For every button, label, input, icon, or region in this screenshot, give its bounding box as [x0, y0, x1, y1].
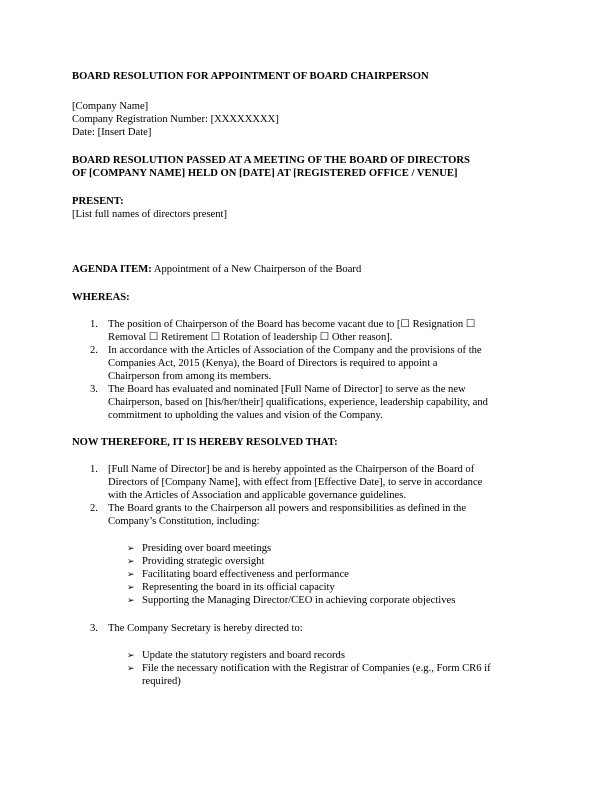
bullet-item [72, 568, 542, 581]
item-line: Chairperson from among its members. [108, 371, 272, 382]
agenda-label: AGENDA ITEM: [72, 264, 152, 275]
present-section [72, 195, 542, 221]
item-line: Removal ☐ Retirement ☐ Rotation of leadership ☐ Other reason]. [108, 332, 393, 343]
resolution-date: Date: [Insert Date] [72, 127, 152, 138]
arrow-bullet-icon: ➢ [127, 556, 135, 566]
bullet-line: required) [142, 676, 181, 687]
company-details [72, 100, 542, 139]
bullet-item [72, 649, 542, 662]
bullet-text: Facilitating board effectiveness and performance [142, 569, 349, 580]
bullet-item [72, 594, 542, 607]
item-number: 2. [90, 503, 98, 514]
company-reg-number: Company Registration Number: [XXXXXXXX] [72, 114, 279, 125]
arrow-bullet-icon: ➢ [127, 663, 135, 673]
bullet-text: Supporting the Managing Director/CEO in achieving corporate objectives [142, 595, 456, 606]
item-number: 1. [90, 464, 98, 475]
item-line: The position of Chairperson of the Board has become vacant due to [☐ Resignation ☐ [108, 319, 476, 330]
resolved-item-3-list [72, 622, 542, 635]
bullet-line: Update the statutory registers and board records [142, 650, 345, 661]
item-line: with the Articles of Association and applicable governance guidelines. [108, 490, 407, 501]
item-line: Chairperson, based on [his/her/their] qualifications, experience, leadership capability, and [108, 397, 488, 408]
item-line: The Board grants to the Chairperson all powers and responsibilities as defined in the [108, 503, 467, 514]
resolved-item [72, 502, 542, 528]
present-label: PRESENT: [72, 196, 124, 207]
bullet-item [72, 581, 542, 594]
whereas-label: WHEREAS: [72, 292, 130, 303]
meeting-heading-line-2: OF [COMPANY NAME] HELD ON [DATE] AT [REGISTERED OFFICE / VENUE] [72, 168, 458, 179]
item-line: In accordance with the Articles of Association of the Company and the provisions of the [108, 345, 482, 356]
item-line: commitment to upholding the values and vision of the Company. [108, 410, 383, 421]
arrow-bullet-icon: ➢ [127, 543, 135, 553]
bullet-item [72, 542, 542, 555]
bullet-text: Providing strategic oversight [142, 556, 265, 567]
item-line: [Full Name of Director] be and is hereby appointed as the Chairperson of the Board of [108, 464, 475, 475]
whereas-item [72, 318, 542, 344]
item-line: Directors of [Company Name], with effect from [Effective Date], to serve in accordance [108, 477, 483, 488]
item-number: 1. [90, 319, 98, 330]
item-number: 2. [90, 345, 98, 356]
item-line: Company’s Constitution, including: [108, 516, 260, 527]
item-text: The Company Secretary is hereby directed to: [108, 623, 303, 634]
bullet-text: Presiding over board meetings [142, 543, 272, 554]
arrow-bullet-icon: ➢ [127, 650, 135, 660]
agenda-text: Appointment of a New Chairperson of the Board [153, 264, 362, 275]
whereas-item [72, 383, 542, 422]
bullet-item [72, 662, 542, 688]
meeting-heading-line-1: BOARD RESOLUTION PASSED AT A MEETING OF THE BOARD OF DIRECTORS [72, 155, 470, 166]
company-name: [Company Name] [72, 101, 149, 112]
arrow-bullet-icon: ➢ [127, 595, 135, 605]
arrow-bullet-icon: ➢ [127, 569, 135, 579]
resolved-list [72, 463, 542, 528]
resolved-item [72, 463, 542, 502]
document-page [72, 70, 542, 688]
bullet-line: File the necessary notification with the Registrar of Companies (e.g., Form CR6 if [142, 663, 491, 674]
arrow-bullet-icon: ➢ [127, 582, 135, 592]
agenda-item [72, 263, 542, 276]
item-number: 3. [90, 623, 98, 634]
whereas-list [72, 318, 542, 422]
present-text: [List full names of directors present] [72, 209, 228, 220]
item-number: 3. [90, 384, 98, 395]
resolved-item-3 [72, 622, 542, 635]
bullet-text: Representing the board in its official capacity [142, 582, 335, 593]
item-line: Companies Act, 2015 (Kenya), the Board of Directors is required to appoint a [108, 358, 438, 369]
powers-list [72, 542, 542, 607]
resolved-label: NOW THEREFORE, IT IS HEREBY RESOLVED THAT: [72, 437, 338, 448]
document-title: BOARD RESOLUTION FOR APPOINTMENT OF BOARD CHAIRPERSON [72, 71, 429, 82]
whereas-item [72, 344, 542, 383]
item-line: The Board has evaluated and nominated [Full Name of Director] to serve as the new [108, 384, 466, 395]
bullet-item [72, 555, 542, 568]
directions-list [72, 649, 542, 688]
meeting-heading [72, 154, 542, 180]
